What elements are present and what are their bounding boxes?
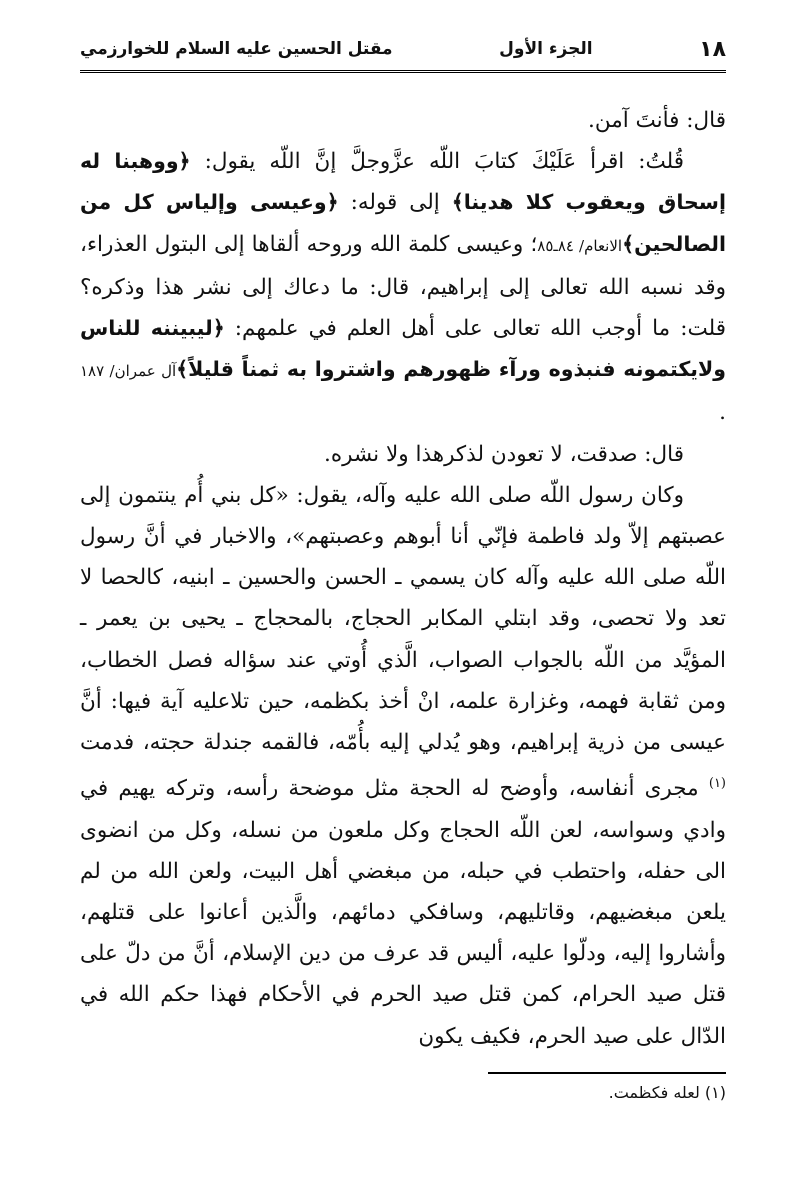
paragraph [80, 141, 726, 433]
quran-quote: ﴿وعيسى وإلياس كل من الصالحين﴾ [80, 190, 726, 256]
text-span: قُلتُ: اقرأ عَلَيْكَ كتابَ اللّه عزَّوجلَّ إنَّ اللّه يقول: [204, 149, 684, 175]
text-span: قال: فأنتَ آمن. [588, 108, 726, 133]
footnote-divider [488, 1072, 726, 1074]
page-number: ١٨ [699, 36, 726, 62]
text-span: ؛ وعيسى كلمة الله وروحه ألقاها إلى البتول العذراء، وقد نسبه الله تعالى إلى إبراهيم، قال: ما دعاك إلى نشر هذا وذكره؟ قلت: ما أوجب الله تعالى على أهل العلم في علمهم: [80, 231, 726, 342]
text-span: . [719, 400, 726, 426]
book-title: مقتل الحسين عليه السلام للخوارزمي [80, 39, 393, 59]
main-text [80, 100, 726, 1057]
text-span: مجرى أنفاسه، وأوضح له الحجة مثل موضحة رأسه، وتركه يهيم في وادي وسواسه، لعن اللّه الحجاج وكل ملعون من نسله، وكل من انضوى الى حفله، واحتطب في حبله، من مبغضي أهل البيت، ولعن الله من لم يلعن مبغضيهم، وقاتليهم، وسافكي دمائهم، والَّذين أعانوا على قتلهم، وأشاروا إليه، ودلّوا عليه، أليس قد عرف من دين الإسلام، أنَّ من دلّ على قتل صيد الحرام، كمن قتل صيد الحرم في الأحكام فهذا حكم الله في الدّال على صيد الحرم، فكيف يكون [80, 776, 726, 1049]
text-span: قال: صدقت، لا تعودن لذكرهذا ولا نشره. [324, 441, 684, 467]
verse-reference: آل عمران/ ١٨٧ [80, 362, 177, 381]
text-span: إلى قوله: [350, 190, 440, 216]
text-span: وكان رسول اللّه صلى الله عليه وآله، يقول: «كل بني أُم ينتمون إلى عصبتهم إلاّ ولد فاطمة فإنّي أنا أبوهم وعصبتهم»، والاخبار في أنَّ رسول اللّه صلى الله عليه وآله كان يسمي ـ الحسن والحسين ـ ابنيه، كالحصا لا تعد ولا تحصى، وقد ابتلي المكابر الحجاج، بالمحجاج ـ يحيى بن يعمر ـ المؤيَّد من اللّه بالجواب الصواب، الَّذي أُوتي عند سؤاله فصل الخطاب، ومن ثقابة فهمه، وغزارة علمه، انْ أخذ بكظمه، حين تلاعليه آية فيها: أنَّ عيسى من ذرية إبراهيم، وهو يُدلي إليه بأُمّه، فالقمه جندلة حجته، فدمت [80, 482, 726, 756]
part-title: الجزء الأول [499, 39, 593, 59]
footnote-marker[interactable]: (١) [708, 776, 726, 792]
quran-quote: ﴿ووهبنا له إسحاق ويعقوب كلا هدينا﴾ [80, 149, 726, 215]
quran-quote: ﴿ليبيننه للناس ولايكتمونه فنبذوه ورآء ظهورهم واشتروا به ثمناً قليلاً﴾ [80, 316, 726, 382]
verse-reference: الانعام/ ٨٤ـ٨٥ [537, 236, 623, 255]
paragraph [80, 100, 726, 141]
running-header [80, 28, 726, 73]
footnote: (١) لعله فكظمت. [608, 1083, 726, 1102]
paragraph [80, 434, 726, 475]
paragraph [80, 475, 726, 1057]
